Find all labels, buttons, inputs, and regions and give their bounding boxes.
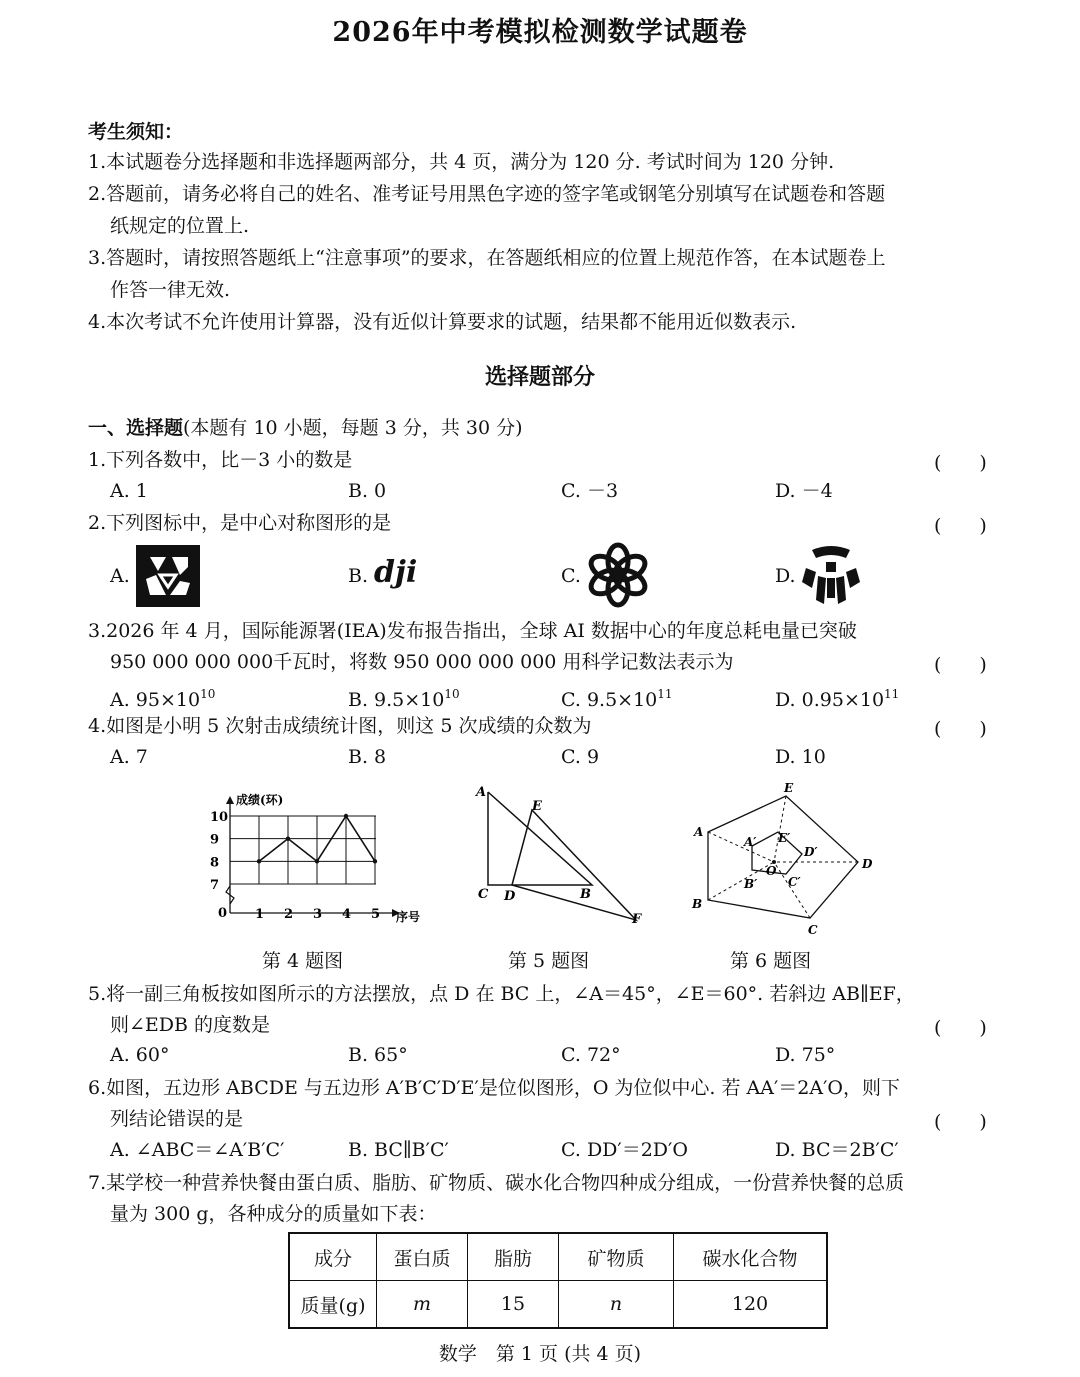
- q3-option-c-exp: 11: [657, 687, 673, 701]
- page-title: 2026年中考模拟检测数学试题卷: [332, 17, 748, 48]
- chart-data-point: [257, 859, 261, 863]
- q2-answer-paren[interactable]: ( ): [934, 515, 987, 537]
- fig6-label-a-prime: A′: [744, 835, 757, 849]
- q3-option-d-exp: 11: [884, 687, 900, 701]
- chart-data-point: [344, 814, 348, 818]
- q5-option-c: C. 72°: [561, 1044, 621, 1066]
- q1-option-c: C. －3: [561, 480, 619, 502]
- notice-line-1: 1.本试题卷分选择题和非选择题两部分，共 4 页，满分为 120 分. 考试时间为 120 分钟.: [88, 151, 835, 173]
- q1-stem: 1.下列各数中，比－3 小的数是: [88, 449, 353, 471]
- table-row: [289, 1281, 827, 1329]
- chart-y-tick-label: 7: [210, 878, 220, 893]
- q6-answer-paren[interactable]: ( ): [934, 1111, 987, 1133]
- radial-bars-logo-icon: [798, 544, 864, 608]
- part1-desc: (本题有 10 小题，每题 3 分，共 30 分): [183, 417, 523, 439]
- q5-stem-2: 则∠EDB 的度数是: [110, 1014, 271, 1036]
- fig4-caption: 第 4 题图: [262, 950, 344, 972]
- chart-data-point: [286, 836, 290, 840]
- notice-line-3b: 作答一律无效.: [110, 279, 231, 301]
- dji-logo-text: dji: [374, 556, 418, 590]
- q6-option-a: A. ∠ABC＝∠A′B′C′: [110, 1139, 285, 1161]
- table-cell: 120: [674, 1281, 828, 1329]
- chart-x-tick-label: 5: [371, 907, 381, 922]
- q5-answer-paren[interactable]: ( ): [934, 1017, 987, 1039]
- chart-y-tick-label: 8: [210, 855, 220, 871]
- q3-option-b-exp: 10: [444, 687, 460, 701]
- page-footer: 数学 第 1 页 (共 4 页): [438, 1343, 642, 1365]
- q7-nutrition-table: [288, 1232, 828, 1329]
- q3-stem-2: 950 000 000 000千瓦时，将数 950 000 000 000 用科学记数法表示为: [110, 651, 734, 673]
- q5-stem-1: 5.将一副三角板按如图所示的方法摆放，点 D 在 BC 上，∠A＝45°，∠E＝60°. 若斜边 AB∥EF，: [88, 983, 915, 1005]
- fig6-label-o: O: [766, 864, 777, 878]
- fig5-label-b: B: [580, 887, 591, 902]
- chart-origin: 0: [218, 906, 228, 921]
- fig5-label-f: F: [632, 912, 642, 927]
- table-header-cell: 成分: [289, 1233, 377, 1281]
- part1-heading: [88, 416, 523, 440]
- q2-option-d: D.: [775, 565, 796, 587]
- notice-line-4: 4.本次考试不允许使用计算器，没有近似计算要求的试题，结果都不能用近似数表示.: [88, 311, 797, 333]
- knot-rosette-logo-icon: [584, 541, 652, 609]
- fig6-label-e: E: [784, 781, 794, 795]
- q3-option-a: [110, 682, 215, 712]
- notice-line-2a: 2.答题前，请务必将自己的姓名、准考证号用黑色字迹的签字笔或钢笔分别填写在试题卷和答题: [88, 183, 886, 205]
- fig6-label-e-prime: E′: [778, 831, 791, 845]
- section-title: 选择题部分: [484, 364, 595, 390]
- dji-logo-icon: [372, 556, 438, 590]
- q3-option-c: [561, 682, 673, 712]
- fig6-label-b-prime: B′: [744, 877, 758, 891]
- q5-option-b: B. 65°: [348, 1044, 408, 1066]
- chart-ylabel: 成绩(环): [236, 793, 284, 807]
- chart-y-axis-arrow: [226, 796, 234, 804]
- fig5-label-d: D: [504, 889, 516, 904]
- q4-stem: 4.如图是小明 5 次射击成绩统计图，则这 5 次成绩的众数为: [88, 715, 592, 737]
- q3-answer-paren[interactable]: ( ): [934, 654, 987, 676]
- q1-option-b: B. 0: [348, 480, 387, 502]
- part1-label: 一、选择题: [88, 417, 184, 439]
- fig6-caption: 第 6 题图: [730, 950, 812, 972]
- q4-answer-paren[interactable]: ( ): [934, 718, 987, 740]
- notice-heading: 考生须知：: [88, 121, 184, 143]
- q4-option-c: C. 9: [561, 746, 600, 768]
- chart-data-point: [373, 859, 377, 863]
- table-cell: 15: [468, 1281, 559, 1329]
- table-cell: m: [377, 1281, 468, 1329]
- fig5-label-c: C: [478, 887, 489, 902]
- q2-option-a: A.: [110, 565, 130, 587]
- table-header-cell: 矿物质: [559, 1233, 674, 1281]
- table-header-cell: 脂肪: [468, 1233, 559, 1281]
- q4-option-d: D. 10: [775, 746, 826, 768]
- fig6-label-d-prime: D′: [804, 845, 818, 859]
- fig5-triangle-def: [512, 810, 636, 920]
- chart-y-tick-label: 10: [210, 810, 229, 825]
- q3-option-d: [775, 682, 899, 712]
- fig6-label-a: A: [694, 825, 704, 839]
- q3-option-c-base: C. 9.5×10: [561, 689, 658, 711]
- fig6-label-d: D: [862, 857, 873, 871]
- q2-option-b: B.: [348, 565, 369, 587]
- fig6-inner-pentagon: [752, 832, 802, 874]
- chart-data-point: [315, 859, 319, 863]
- q6-stem-1: 6.如图，五边形 ABCDE 与五边形 A′B′C′D′E′是位似图形，O 为位似中心. 若 AA′＝2A′O，则下: [88, 1077, 901, 1099]
- notice-line-3a: 3.答题时，请按照答题纸上“注意事项”的要求，在答题纸相应的位置上规范作答，在本试题卷上: [88, 247, 886, 269]
- notice-line-2b: 纸规定的位置上.: [110, 215, 250, 237]
- fig5-label-a: A: [476, 785, 487, 800]
- chart-x-tick-label: 4: [342, 907, 352, 922]
- q2-option-c: C.: [561, 565, 581, 587]
- chart-x-tick-label: 2: [284, 907, 294, 922]
- q5-option-d: D. 75°: [775, 1044, 836, 1066]
- q3-option-b-base: B. 9.5×10: [348, 689, 445, 711]
- q7-stem-1: 7.某学校一种营养快餐由蛋白质、脂肪、矿物质、碳水化合物四种成分组成，一份营养快餐的总质: [88, 1172, 905, 1194]
- q6-pentagon-figure: [690, 780, 890, 940]
- q1-option-d: D. －4: [775, 480, 833, 502]
- table-header-cell: 蛋白质: [377, 1233, 468, 1281]
- q7-stem-2: 量为 300 g，各种成分的质量如下表：: [110, 1203, 437, 1225]
- fig6-label-b: B: [692, 897, 703, 911]
- q6-option-d: D. BC＝2B′C′: [775, 1139, 899, 1161]
- q6-stem-2: 列结论错误的是: [110, 1108, 244, 1130]
- q3-option-a-base: A. 95×10: [110, 689, 201, 711]
- chart-x-tick-label: 1: [255, 907, 265, 922]
- q2-stem: 2.下列图标中，是中心对称图形的是: [88, 512, 392, 534]
- q5-set-square-figure: [470, 780, 650, 930]
- chart-y-tick-label: 9: [210, 832, 220, 848]
- table-header-row: [289, 1233, 827, 1281]
- q4-shooting-score-chart: [200, 788, 440, 933]
- q4-option-b: B. 8: [348, 746, 387, 768]
- chart-x-tick-label: 3: [313, 907, 323, 922]
- fig5-label-e: E: [532, 799, 542, 814]
- q4-option-a: A. 7: [110, 746, 148, 768]
- chart-xlabel: 序号: [396, 910, 421, 924]
- triangular-knot-logo-icon: [136, 545, 200, 607]
- q3-option-b: [348, 682, 460, 712]
- q5-option-a: A. 60°: [110, 1044, 170, 1066]
- q3-option-d-base: D. 0.95×10: [775, 689, 885, 711]
- q6-option-c: C. DD′＝2D′O: [561, 1139, 688, 1161]
- q3-option-a-exp: 10: [200, 687, 216, 701]
- q3-stem-1: 3.2026 年 4 月，国际能源署(IEA)发布报告指出，全球 AI 数据中心的年度总耗电量已突破: [88, 620, 857, 642]
- q1-option-a: A. 1: [110, 480, 148, 502]
- q1-answer-paren[interactable]: ( ): [934, 452, 987, 474]
- table-header-cell: 碳水化合物: [674, 1233, 828, 1281]
- fig6-label-c: C: [808, 923, 818, 937]
- fig6-label-c-prime: C′: [788, 875, 801, 889]
- table-cell: n: [559, 1281, 674, 1329]
- q6-option-b: B. BC∥B′C′: [348, 1139, 449, 1161]
- fig5-caption: 第 5 题图: [508, 950, 590, 972]
- table-cell: 质量(g): [289, 1281, 377, 1329]
